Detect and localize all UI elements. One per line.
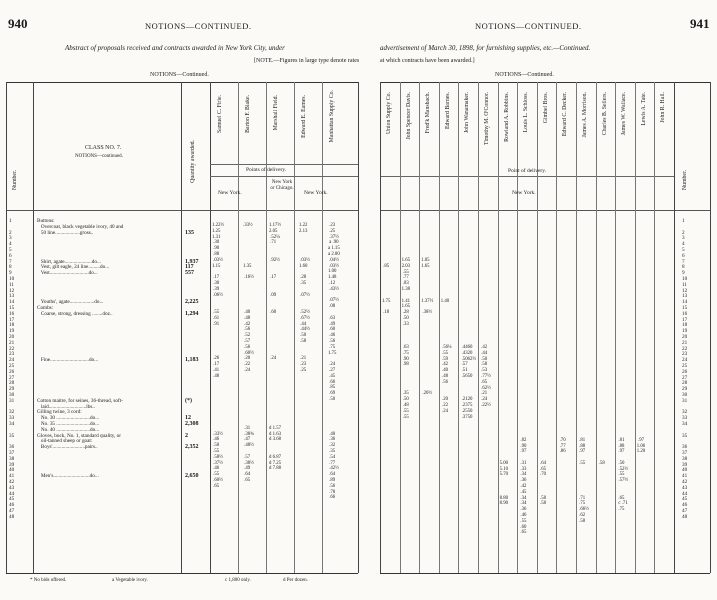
right-bidder-col-line <box>596 82 597 573</box>
item-label: 50 line...................gross.. <box>37 229 94 236</box>
right-row-number: 41 <box>682 473 688 480</box>
right-bidder-col-line <box>635 82 636 573</box>
right-bidder-col-line <box>419 82 420 573</box>
right-row-number: 25 <box>682 363 688 369</box>
bidder-header: Marshall Field. <box>273 95 279 131</box>
quantity-awarded: 2,650 <box>185 473 199 480</box>
left-item-col-line <box>181 82 182 573</box>
row-number: 2 <box>9 229 12 236</box>
right-row-number: 19 <box>682 328 688 335</box>
row-number: 39 <box>9 461 15 468</box>
row-number: 15 <box>9 305 15 311</box>
row-number: 27 <box>9 374 15 381</box>
right-number-col-line <box>674 82 675 573</box>
row-number: 28 <box>9 380 15 387</box>
price-column: 1.22½ 1.25 1.31 .30 .90 .88 .03½ 1.15 .17 .30 .39 .06½ .55 .61 .91 .26 .17 .41 .48 .33½ .46 .50 .55 .58½ .37½ .46 .55 .60½ .65 <box>212 223 224 489</box>
item-label: oil-tanned sheep or goat: <box>37 438 93 445</box>
item-label: No. 40 ..........................do... <box>37 426 100 433</box>
row-number: 5 <box>9 247 12 253</box>
left-page-number: 940 <box>8 16 28 31</box>
item-label: Youths', agate...................do... <box>37 299 104 306</box>
footnote: a Vegetable ivory. <box>112 578 148 583</box>
right-row-number: 1 <box>682 218 685 224</box>
left-qty-col-line <box>210 82 211 573</box>
row-number: 12 <box>9 287 15 294</box>
left-points-rule <box>210 164 358 165</box>
right-header-rule <box>380 210 710 211</box>
right-row-number: 21 <box>682 339 688 346</box>
bidder-header: John Wanamaker. <box>464 92 471 133</box>
qty-awarded-header: Quantity awarded. <box>190 140 196 183</box>
row-number: 24 <box>9 357 15 364</box>
right-row-number: 9 <box>682 270 685 277</box>
row-number: 42 <box>9 479 15 485</box>
price-column: .70 .77 .86 <box>559 437 566 455</box>
bidder-header: Manhattan Supply Co. <box>329 90 335 143</box>
right-running-head: NOTIONS—CONTINUED. <box>475 21 582 31</box>
left-bidder-col-line <box>294 82 295 573</box>
right-row-number: 40 <box>682 467 688 474</box>
item-label: No. 30 ..........................do... <box>37 415 100 422</box>
right-row-number: 23 <box>682 351 688 358</box>
row-number: 44 <box>9 490 15 497</box>
quantity-awarded: 2,352 <box>185 444 199 451</box>
quantity-awarded: 12 <box>185 415 191 422</box>
right-row-number: 48 <box>682 513 688 520</box>
item-label: Combs: <box>37 305 54 311</box>
left-running-head: NOTIONS—CONTINUED. <box>145 21 252 31</box>
row-number: 41 <box>9 473 15 480</box>
right-row-number: 5 <box>682 247 685 253</box>
bidder-header: Gimbel Bros. <box>542 92 549 124</box>
bidder-header: Lewis A. Tate. <box>640 92 647 126</box>
item-label: Shirt, agate.....................do... <box>37 258 101 265</box>
left-number-col-line <box>33 82 34 573</box>
item-label: Gloves, buck, No. 1, standard quality, or <box>37 432 121 439</box>
price-column: 1.40 .56¼ .55 .59 .42 .40 .48 .56 .20 .22 .24 <box>440 298 452 414</box>
delivery-new-york: New York. <box>304 190 328 196</box>
row-number: 3 <box>9 235 12 242</box>
row-number: 20 <box>9 334 15 340</box>
right-frame-line <box>380 82 381 573</box>
price-column: 1.05 1.65 1.37½ .38½ .20½ <box>421 258 434 397</box>
row-number: 8 <box>9 264 12 271</box>
right-row-number: 37 <box>682 450 688 456</box>
bidder-header: James W. Wallace. <box>621 92 628 136</box>
row-number: 21 <box>9 339 15 346</box>
price-column: .33½ 1.35 .16½ .40 .48 .42 .56 .52 .57 .56 .60½ .20 .22 .24 .31 .38¾ .47 .48½ .57 .38½ .49 .64 .65 <box>243 223 254 484</box>
left-frame-line <box>6 82 7 573</box>
right-bidder-col-line <box>458 82 459 573</box>
price-column: .64 .65 .70 .58 .58 <box>539 460 546 507</box>
price-column: .85 1.75 .18 <box>382 263 391 316</box>
right-bidder-col-line <box>576 82 577 573</box>
right-bidder-col-line <box>400 82 401 573</box>
row-number: 9 <box>9 270 12 277</box>
item-label: Cotton maitre, for seines, 36-thread, soft- <box>37 397 123 404</box>
row-number: 19 <box>9 328 15 335</box>
item-label: Gilling twine, 3 cord: <box>37 409 82 416</box>
price-column: .58 <box>598 460 605 466</box>
right-row-number: 36 <box>682 444 688 451</box>
left-bidder-col-line <box>266 82 267 573</box>
right-row-number: 31 <box>682 397 688 404</box>
price-column: .97 1.06 1.20 <box>636 437 646 455</box>
price-column: 5.00 5.10 5.70 8.80 8.90 <box>499 460 508 507</box>
right-row-number: 13 <box>682 293 688 300</box>
right-row-number: 32 <box>682 409 688 416</box>
right-row-number: 26 <box>682 368 688 375</box>
right-bidder-col-line <box>654 82 655 573</box>
row-number: 30 <box>9 392 15 398</box>
bidder-header: Union Supply Co. <box>386 92 392 135</box>
quantity-awarded: 2,225 <box>185 299 199 306</box>
row-number: 45 <box>9 496 15 503</box>
right-row-number: 47 <box>682 508 688 514</box>
price-column: .4460 .4320 .5062½ .57 .51 .5650 .2120 .2375 .2550 .3750 <box>461 344 476 420</box>
row-number: 36 <box>9 444 15 451</box>
row-number: 22 <box>9 345 15 352</box>
bidder-header: Timothy M. O'Connor. <box>484 92 490 146</box>
left-table-bottom-rule <box>6 573 358 574</box>
bidder-header: Barton F. Blake. <box>245 95 251 133</box>
left-abstract-title: Abstract of proposals received and contracts awarded in New York City, under <box>65 44 285 52</box>
left-bidder-col-line <box>322 82 323 573</box>
footnote: * No bids offered. <box>30 578 67 583</box>
left-frame-line <box>358 82 359 573</box>
right-page-number: 941 <box>690 16 710 31</box>
left-bidder-col-line <box>238 82 239 573</box>
right-section-head: NOTIONS—Continued. <box>495 72 554 78</box>
quantity-awarded: 2,308 <box>185 421 199 427</box>
right-number-header: Number. <box>682 170 688 191</box>
right-row-number: 15 <box>682 305 688 311</box>
row-number: 48 <box>9 513 15 520</box>
right-table-top-rule <box>380 82 710 83</box>
right-points-rule <box>380 176 674 177</box>
right-row-number: 33 <box>682 415 688 422</box>
price-column: .82 .90 .97 .31 .33 .34 .36 .42 .45 .34 .34 .36 .46 .55 .60 .65 <box>520 437 527 536</box>
bidder-header: Louis L. Schloss. <box>523 92 530 133</box>
item-label: laid.............................lbs.. <box>37 403 95 410</box>
bidder-header: Edward E. Eames. <box>301 95 307 138</box>
row-number: 4 <box>9 241 12 248</box>
row-number: 6 <box>9 252 12 259</box>
item-label: Fine..............................do... <box>37 357 99 364</box>
right-row-number: 24 <box>682 357 688 364</box>
right-row-number: 42 <box>682 479 688 485</box>
left-note: [NOTE.—Figures in large type denote rates <box>254 58 360 64</box>
delivery-ny-chicago: New York or Chicago. <box>270 180 294 191</box>
bidder-header: James A. Morrison. <box>582 92 588 138</box>
item-label: Overcoat, black vegetable ivory, 40 and <box>37 223 124 230</box>
price-column: 1.17½ 2.05 .52¼ .71 .92½ .17 .09 .60 .24 d 1.57 d 1.63 d 3.68 d 6.87 d 7.25 d 7.88 <box>269 223 281 472</box>
right-bidder-col-line <box>478 82 479 573</box>
item-label: Coarse, strong, dressing ........doz.. <box>37 310 113 317</box>
bidder-header: Rowland A. Robbins. <box>503 92 510 142</box>
left-points-rule <box>210 176 358 177</box>
right-row-number: 4 <box>682 241 685 248</box>
row-number: 7 <box>9 258 12 265</box>
right-note: at which contracts have been awarded.] <box>380 58 475 64</box>
right-row-number: 38 <box>682 455 688 462</box>
bidder-header: John R. Hall. <box>660 92 667 123</box>
right-frame-line <box>710 82 711 573</box>
row-number: 38 <box>9 455 15 462</box>
left-number-header: Number. <box>12 170 18 191</box>
right-row-number: 7 <box>682 258 685 265</box>
row-number: 33 <box>9 415 15 422</box>
class-sub: NOTIONS—continued. <box>75 154 123 159</box>
item-label: Vest..............................do... <box>37 270 98 277</box>
right-row-number: 28 <box>682 380 688 387</box>
right-row-number: 3 <box>682 235 685 242</box>
right-bidder-col-line <box>556 82 557 573</box>
right-row-number: 20 <box>682 334 688 340</box>
right-row-number: 17 <box>682 316 688 323</box>
right-row-number: 39 <box>682 461 688 468</box>
row-number: 17 <box>9 316 15 323</box>
right-bidder-col-line <box>537 82 538 573</box>
row-number: 31 <box>9 397 15 404</box>
right-bidder-col-line <box>439 82 440 573</box>
bidder-header: Edward C. Decker. <box>562 92 569 137</box>
row-number: 11 <box>9 281 14 288</box>
item-label: Buttons: <box>37 218 55 224</box>
right-row-number: 27 <box>682 374 688 381</box>
right-row-number: 10 <box>682 276 688 282</box>
right-row-number: 29 <box>682 386 688 393</box>
right-row-number: 46 <box>682 502 688 509</box>
item-label: No. 35 ..........................do... <box>37 421 100 427</box>
right-bidder-col-line <box>615 82 616 573</box>
item-label: Men's............................do... <box>37 473 99 480</box>
right-row-number: 12 <box>682 287 688 294</box>
right-row-number: 2 <box>682 229 685 236</box>
right-delivery-new-york: New York. <box>512 190 536 196</box>
row-number: 13 <box>9 293 15 300</box>
quantity-awarded: 1,183 <box>185 357 199 364</box>
footnote: d Per dozen. <box>283 578 308 583</box>
right-row-number: 45 <box>682 496 688 503</box>
left-table-top-rule <box>6 82 358 83</box>
right-row-number: 16 <box>682 310 688 317</box>
price-column: .42 .44 .50 .58 .53 .77½ .65 .62½ .21 .24 .22½ <box>481 344 491 408</box>
row-number: 43 <box>9 484 15 491</box>
points-of-delivery: Points of delivery. <box>246 167 287 173</box>
quantity-awarded: 557 <box>185 270 194 277</box>
quantity-awarded: 135 <box>185 229 194 236</box>
price-column: .81 .88 .97 .50 .52½ .55 .57½ .65 c .71 .75 <box>618 437 628 513</box>
quantity-awarded: 1,937 <box>185 258 199 265</box>
row-number: 25 <box>9 363 15 369</box>
right-row-number: 43 <box>682 484 688 491</box>
price-column: .81 .88 .97 .55 .71 .75 .66½ .62 .58 <box>579 437 589 524</box>
right-bidder-col-line <box>517 82 518 573</box>
right-row-number: 44 <box>682 490 688 497</box>
row-number: 26 <box>9 368 15 375</box>
left-section-head: NOTIONS—Continued. <box>150 72 209 78</box>
bidder-header: Edward Barnes. <box>444 92 451 130</box>
row-number: 29 <box>9 386 15 393</box>
right-row-number: 35 <box>682 432 688 439</box>
delivery-new-york: New York. <box>218 190 242 196</box>
right-row-number: 18 <box>682 322 688 329</box>
row-number: 10 <box>9 276 15 282</box>
bidder-header: John Spencer Davis. <box>405 92 412 140</box>
row-number: 14 <box>9 299 15 306</box>
item-label: Vest, gilt eagle, 24 line.........do... <box>37 264 110 271</box>
right-row-number: 8 <box>682 264 685 271</box>
class-heading: CLASS NO. 7. <box>85 145 122 151</box>
bidder-header: Charles B. Sellers. <box>601 92 608 136</box>
footnote: c 1,800 only. <box>225 578 251 583</box>
right-row-number: 14 <box>682 299 688 306</box>
row-number: 46 <box>9 502 15 509</box>
quantity-awarded: 1,294 <box>185 310 199 317</box>
quantity-awarded: 2 <box>185 432 188 439</box>
row-number: 23 <box>9 351 15 358</box>
row-number: 32 <box>9 409 15 416</box>
right-row-number: 11 <box>682 281 687 288</box>
bidder-header: Fred'k Mansbach. <box>425 92 432 134</box>
row-number: 37 <box>9 450 15 456</box>
right-points-of-delivery: Point of delivery. <box>508 168 546 174</box>
row-number: 47 <box>9 508 15 514</box>
item-label: Boys'.........................pairs.. <box>37 444 98 451</box>
row-number: 34 <box>9 421 15 427</box>
price-column: 1.65 2.03 .55 .77 .83 1.38 1.41 1.65 .28 .50 .33 .63 .75 .90 .98 .35 .50 .48 .55 .55 <box>401 258 410 420</box>
price-column: 1.22 2.13 .03½ 1.60 .28 .35 .07½ .52½ .67½ .44 .44½ .50 .58 .21 .23 .25 <box>299 223 310 373</box>
row-number: 18 <box>9 322 15 329</box>
row-number: 16 <box>9 310 15 317</box>
right-row-number: 30 <box>682 392 688 398</box>
right-abstract-title: advertisement of March 30, 1898, for furnishing supplies, etc.—Continued. <box>380 44 591 52</box>
right-row-number: 34 <box>682 421 688 427</box>
left-header-rule <box>6 210 358 211</box>
quantity-awarded: (*) <box>185 397 192 404</box>
right-row-number: 22 <box>682 345 688 352</box>
bidder-header: Samuel C. Firie. <box>217 95 223 133</box>
row-number: 1 <box>9 218 12 224</box>
right-table-bottom-rule <box>380 573 710 574</box>
quantity-awarded: 117 <box>185 264 194 271</box>
right-row-number: 6 <box>682 252 685 259</box>
price-column: .23 .25 .37½ a .90 a 1.15 a 2.00 .04½ .03½ 1.00 1.48 .12 .43½ .07½ .08 .63 .49 .60 .46 .56 .75 1.75 .24 .27 .45 .66 .85 .69 .50 .40 .36 .32 .35 .54 .77 .42½ .64 .89 .56 .78 .66 <box>328 223 340 501</box>
right-bidder-col-line <box>498 82 499 573</box>
row-number: 35 <box>9 432 15 439</box>
row-number: 40 <box>9 467 15 474</box>
